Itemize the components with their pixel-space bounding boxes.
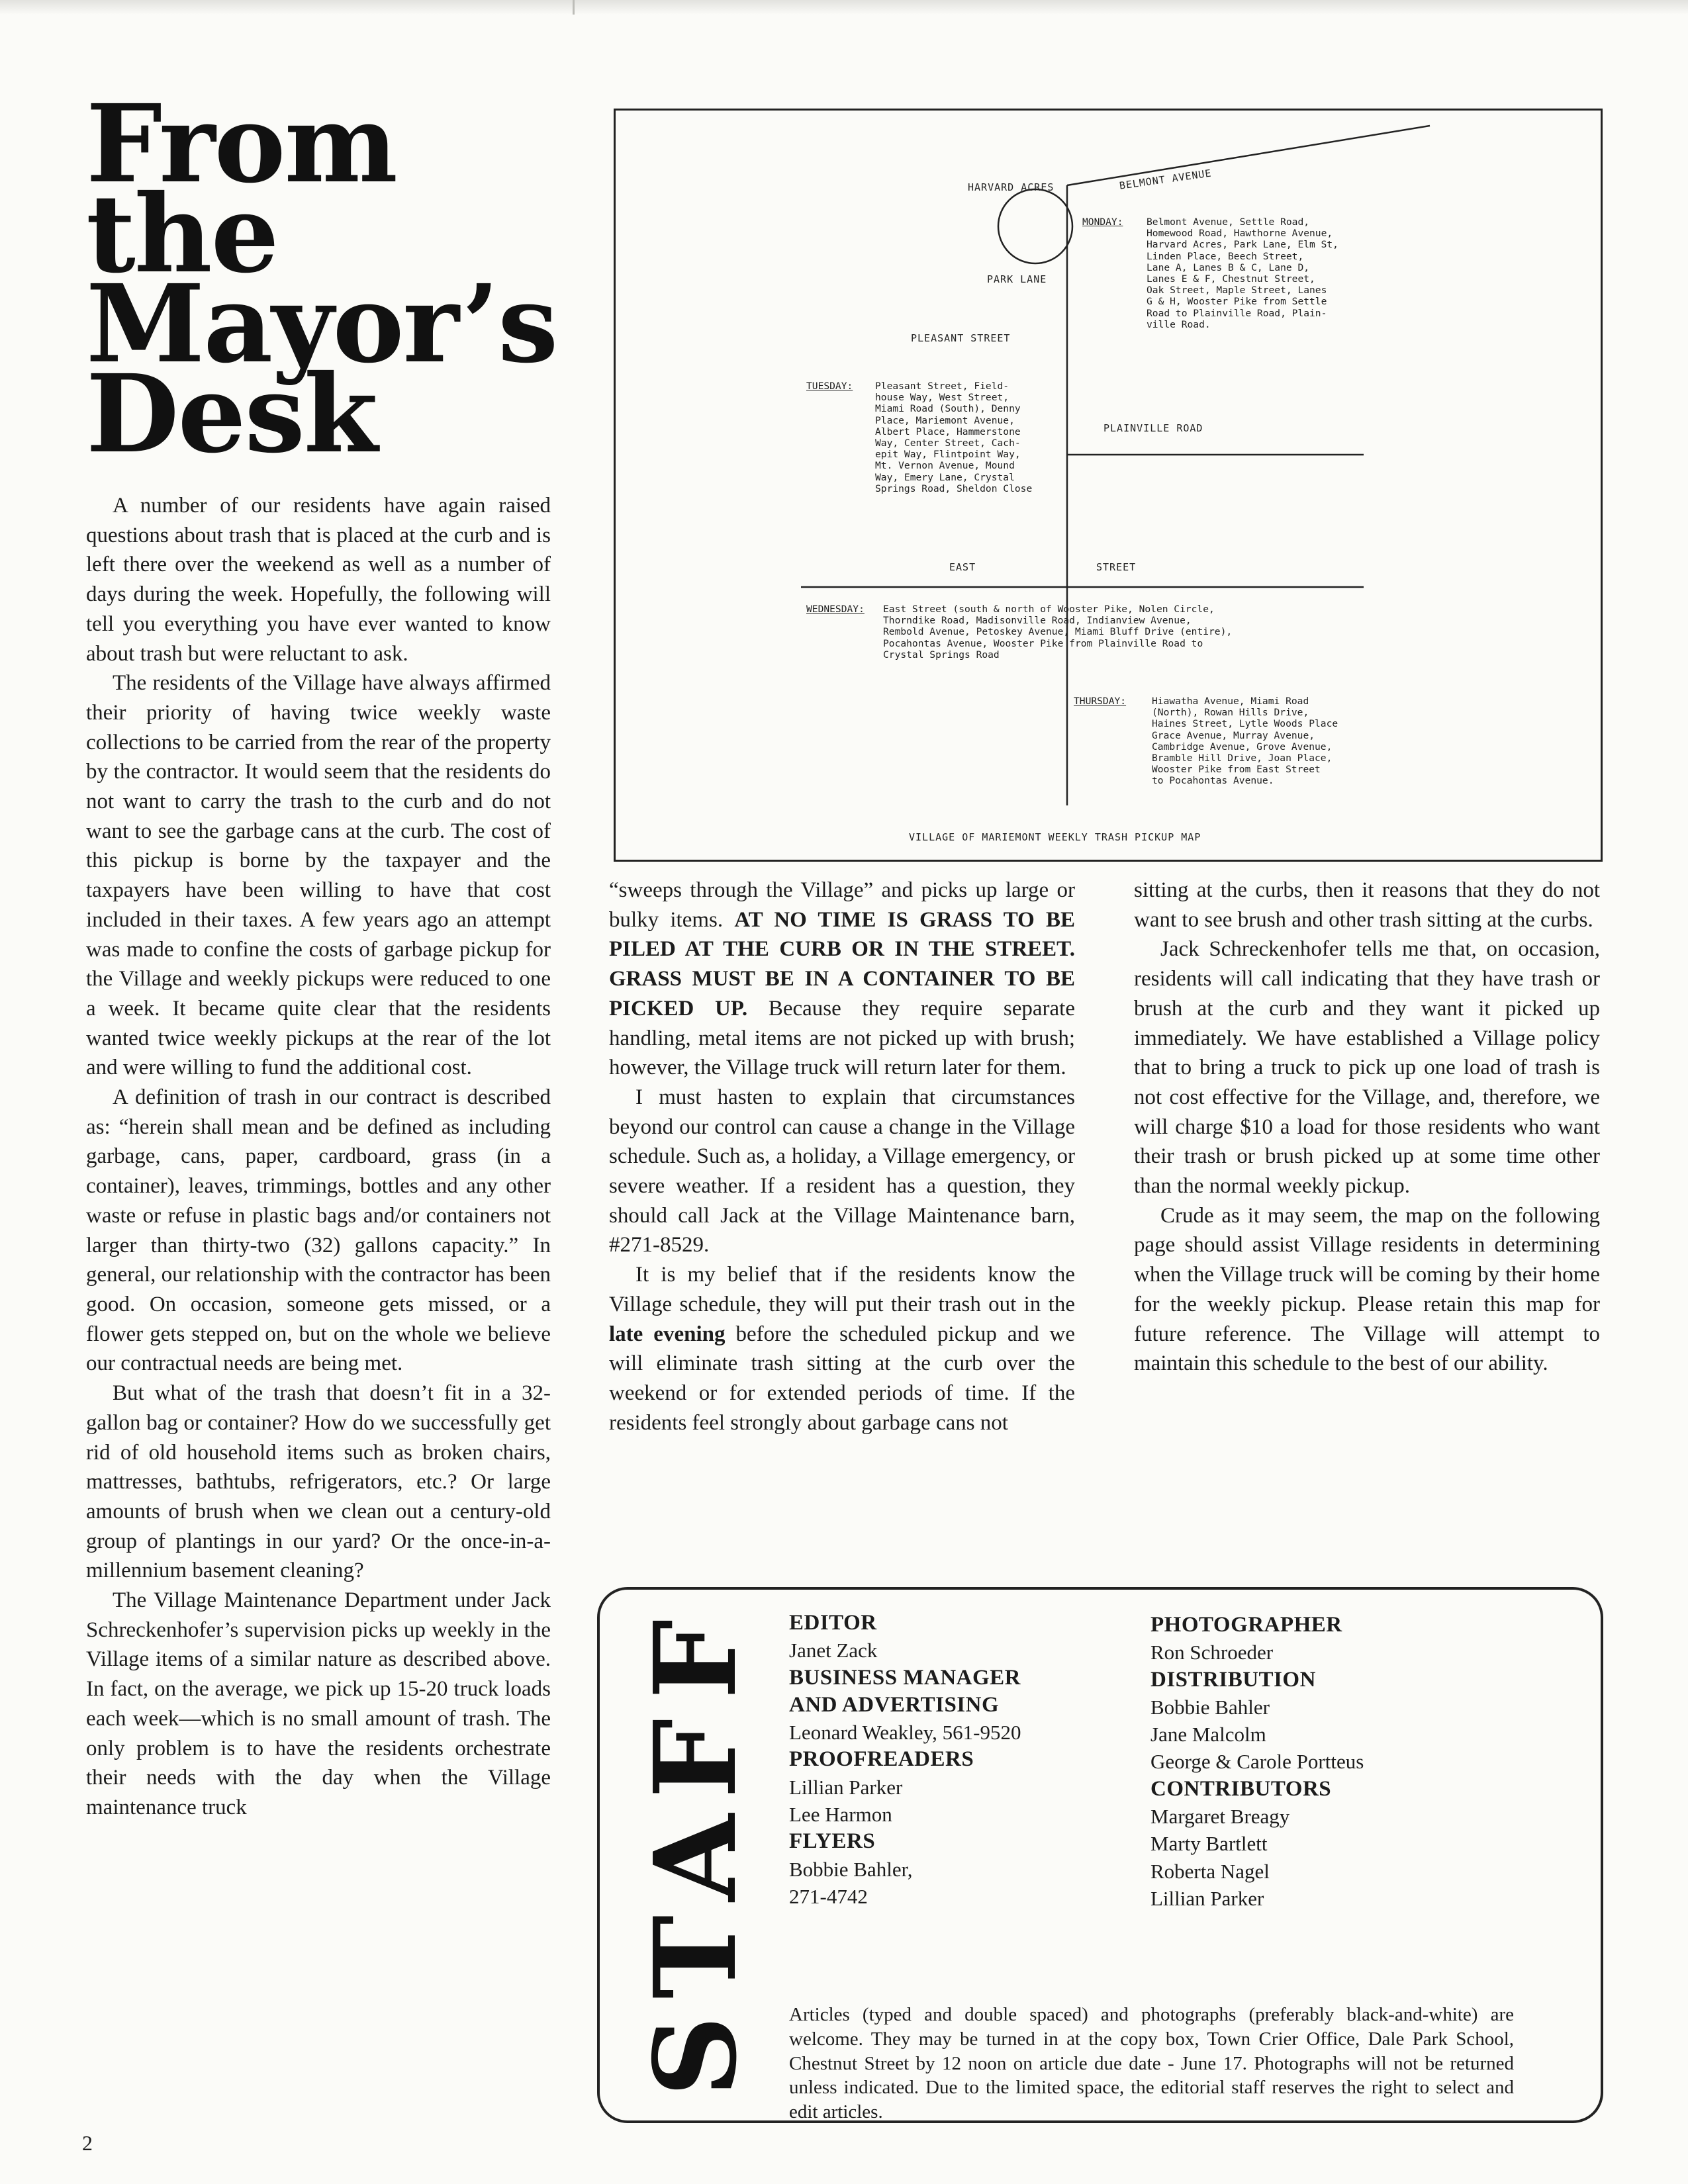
staff-name: Janet Zack — [789, 1639, 878, 1662]
label-thursday: THURSDAY: — [1074, 696, 1127, 707]
label-east: EAST — [949, 561, 976, 573]
page-title — [86, 81, 557, 477]
paragraph: Jack Schreckenhofer tells me that, on occasion, residents will call indicating that they have trash or brush at the curb and they want it picked up immediately. We have established a Village policy that to bring a truck to pick up one load of trash is not cost effective for the Village, and, therefore, we will charge $10 a load for those residents who want their trash or brush picked up at some time other than the normal weekly pickup. — [1134, 937, 1600, 1199]
staff-column-right — [1150, 1612, 1548, 1912]
staff-vertical-word — [630, 1610, 762, 2103]
label-park-lane: PARK LANE — [987, 273, 1047, 285]
harvard-acres-circle — [998, 189, 1072, 263]
staff-name: Bobbie Bahler, — [789, 1857, 913, 1881]
label-tuesday: TUESDAY: — [806, 381, 853, 392]
label-wednesday: WEDNESDAY: — [806, 604, 865, 615]
paragraph: The residents of the Village have always affirmed their priority of having twice weekly waste collections to be carried from the rear of the property by the contractor. It would seem that the residents do not want to carry the trash to the curb and do not want to see the garbage cans at the curb. The cost of this pickup is borne by the taxpayer and the taxpayers have been willing to have that cost included in their taxes. A few years ago an attempt was made to confine the costs of garbage pickup for the Village and weekly pickups were reduced to one a week. It became quite clear that the residents wanted twice weekly pickups at the rear of the lot and were willing to fund the additional cost. — [86, 671, 551, 1080]
text-run: before the scheduled pickup and we will eliminate trash sitting at the curb over the weekend or for extended periods of time. If the residents feel strongly about garbage cans not — [609, 1322, 1076, 1435]
staff-letter: F — [630, 1718, 762, 1799]
label-street: STREET — [1096, 561, 1137, 573]
belmont-avenue-line — [1067, 126, 1430, 185]
paragraph: But what of the trash that doesn’t fit in a 32-gallon bag or container? How do we successfully get rid of old household items such as broken chairs, mattresses, bathtubs, refrigerators, etc.? Or large amounts of brush when we clean out a century-old group of plantings in our yard? Or the once-in-a-millennium basement cleaning? — [86, 1381, 551, 1583]
paragraph: A definition of trash in our contract is described as: “herein shall mean and be defined as including garbage, cans, paper, cardboard, grass (in a container), leaves, trimmings, bottles and any other waste or refuse in plastic bags and/or containers not larger than thirty-two (32) gallons capacity.” In general, our relationship with the contractor has been good. On occasion, someone gets missed, or a flower gets stepped on, but on the whole we believe our contractual needs are being met. — [86, 1085, 551, 1376]
staff-name: Bobbie Bahler — [1150, 1695, 1270, 1719]
title-line: the — [86, 171, 278, 297]
submission-note: Articles (typed and double spaced) and photographs (preferably black-and-white) are welcome. They may be turned in at the copy box, Town Crier Office, Dale Park School, Chestnut Street by 12 noon on article due date - June 17. Photographs will not be returned unless indicated. Due to the limited space, the editorial staff reserves the right to select and edit articles. — [789, 2004, 1514, 2123]
grass-warning: AT NO TIME IS GRASS TO BE PILED AT THE CURB OR IN THE STREET. GRASS MUST BE IN A CONTAINER TO BE PICKED UP. — [609, 907, 1075, 1021]
staff-column-left — [789, 1610, 1120, 1910]
staff-name: Jane Malcolm — [1150, 1723, 1266, 1747]
page-number: 2 — [82, 2131, 93, 2155]
staff-name: Lillian Parker — [789, 1775, 903, 1799]
staff-role: FLYERS — [789, 1829, 876, 1854]
page-top-edge — [0, 0, 1688, 15]
staff-name: Roberta Nagel — [1150, 1859, 1270, 1883]
staff-name: Lee Harmon — [789, 1803, 892, 1827]
thursday-streets: Hiawatha Avenue, Miami Road (North), Rowan Hills Drive, Haines Street, Lytle Woods Place Grace Avenue, Murray Avenue, Cambridge Avenue, Grove Avenue, Bramble Hill Drive, Joan Place, Wooster Pike from East Street to Pocahontas Avenue. — [1152, 696, 1338, 787]
paragraph — [609, 876, 1075, 1083]
staff-letter: F — [630, 1619, 762, 1700]
text-run: “sweeps through the Village” and picks up large or bulky items. — [609, 878, 1075, 932]
staff-letter: T — [630, 1915, 762, 1999]
label-plainville-road: PLAINVILLE ROAD — [1103, 422, 1203, 434]
staff-role: DISTRIBUTION — [1150, 1667, 1316, 1692]
page-fold-mark — [573, 0, 575, 15]
staff-name: George & Carole Portteus — [1150, 1750, 1364, 1774]
text-run: It is my belief that if the residents know the Village schedule, they will put their trash out in the — [609, 1263, 1075, 1316]
text-run: Because they require separate handling, metal items are not picked up with brush; however, the Village truck will return later for them. — [609, 996, 1075, 1080]
paragraph: The Village Maintenance Department under Jack Schreckenhofer’s supervision picks up weekly in the Village items of a similar nature as described above. In fact, on the average, we pick up 15-20 truck loads each week—which is no small amount of trash. The only problem is to have the residents orchestrate their needs with the day when the Village maintenance truck — [86, 1588, 551, 1819]
title-line: Mayor’s — [86, 261, 557, 387]
article-column-2 — [609, 876, 1075, 1437]
staff-phone: 271-4742 — [789, 1884, 868, 1908]
trash-pickup-map — [614, 109, 1603, 862]
paragraph: sitting at the curbs, then it reasons that they do not want to see brush and other trash sitting at the curbs. — [1134, 878, 1600, 932]
label-harvard-acres: HARVARD ACRES — [968, 181, 1055, 193]
staff-name: Ron Schroeder — [1150, 1641, 1274, 1664]
staff-role: PROOFREADERS — [789, 1747, 974, 1772]
wednesday-streets: East Street (south & north of Wooster Pike, Nolen Circle, Thorndike Road, Madisonville Road, Indianview Avenue, Rembold Avenue, Petoskey Avenue, Miami Bluff Drive (entire), Pocahontas Avenue, Wooster Pike from Plainville Road to Crystal Springs Road — [883, 604, 1233, 660]
label-belmont-avenue: BELMONT AVENUE — [1118, 167, 1213, 192]
paragraph — [609, 1260, 1075, 1437]
staff-role: BUSINESS MANAGER — [789, 1665, 1021, 1690]
staff-role: CONTRIBUTORS — [1150, 1776, 1332, 1801]
title-line: Desk — [86, 351, 377, 477]
staff-letter: S — [630, 2015, 762, 2097]
staff-name: Marty Bartlett — [1150, 1832, 1268, 1856]
label-monday: MONDAY: — [1082, 216, 1123, 228]
article-column-3 — [1134, 876, 1600, 1379]
paragraph: I must hasten to explain that circumstances beyond our control can cause a change in the Village schedule. Such as, a holiday, a Village emergency, or severe weather. If a resident has a question, they should call Jack at the Village Maintenance barn, #271-8529. — [609, 1085, 1075, 1257]
monday-streets: Belmont Avenue, Settle Road, Homewood Road, Hawthorne Avenue, Harvard Acres, Park Lane, Elm St, Linden Place, Beech Street, Lane A, Lanes B & C, Lane D, Lanes E & F, Chestnut Street, Oak Street, Maple Street, Lanes G & H, Wooster Pike from Settle Road to Plainville Road, Plain- ville Road. — [1147, 216, 1338, 330]
staff-box — [597, 1587, 1603, 2123]
map-caption: VILLAGE OF MARIEMONT WEEKLY TRASH PICKUP MAP — [909, 831, 1201, 843]
tuesday-streets: Pleasant Street, Field- house Way, West Street, Miami Road (South), Denny Place, Mariemont Avenue, Albert Place, Hammerstone Way, Center Street, Cach- epit Way, Flintpoint Way, Mt. Vernon Avenue, Mound Way, Emery Lane, Crystal Springs Road, Sheldon Close — [875, 381, 1033, 494]
paragraph: A number of our residents have again raised questions about trash that is placed at the curb and is left there over the weekend as well as a number of days during the week. Hopefully, the following will tell you everything you have ever wanted to know about trash but were reluctant to ask. — [86, 494, 551, 666]
staff-name: Leonard Weakley, 561-9520 — [789, 1721, 1021, 1745]
staff-name: Lillian Parker — [1150, 1886, 1264, 1910]
staff-role: EDITOR — [789, 1611, 877, 1635]
article-column-1 — [86, 491, 551, 1823]
staff-role: AND ADVERTISING — [789, 1692, 1000, 1717]
paragraph: Crude as it may seem, the map on the following page should assist Village residents in determining when the Village truck will be coming by their home for the weekly pickup. Please retain this map for future reference. The Village will attempt to maintain this schedule to the best of our ability. — [1134, 1203, 1600, 1376]
staff-letter: A — [630, 1814, 762, 1901]
staff-name: Margaret Breagy — [1150, 1805, 1290, 1829]
label-pleasant-street: PLEASANT STREET — [911, 332, 1011, 344]
emphasis: late evening — [609, 1322, 726, 1346]
title-line: From — [86, 81, 397, 207]
staff-role: PHOTOGRAPHER — [1150, 1613, 1342, 1637]
